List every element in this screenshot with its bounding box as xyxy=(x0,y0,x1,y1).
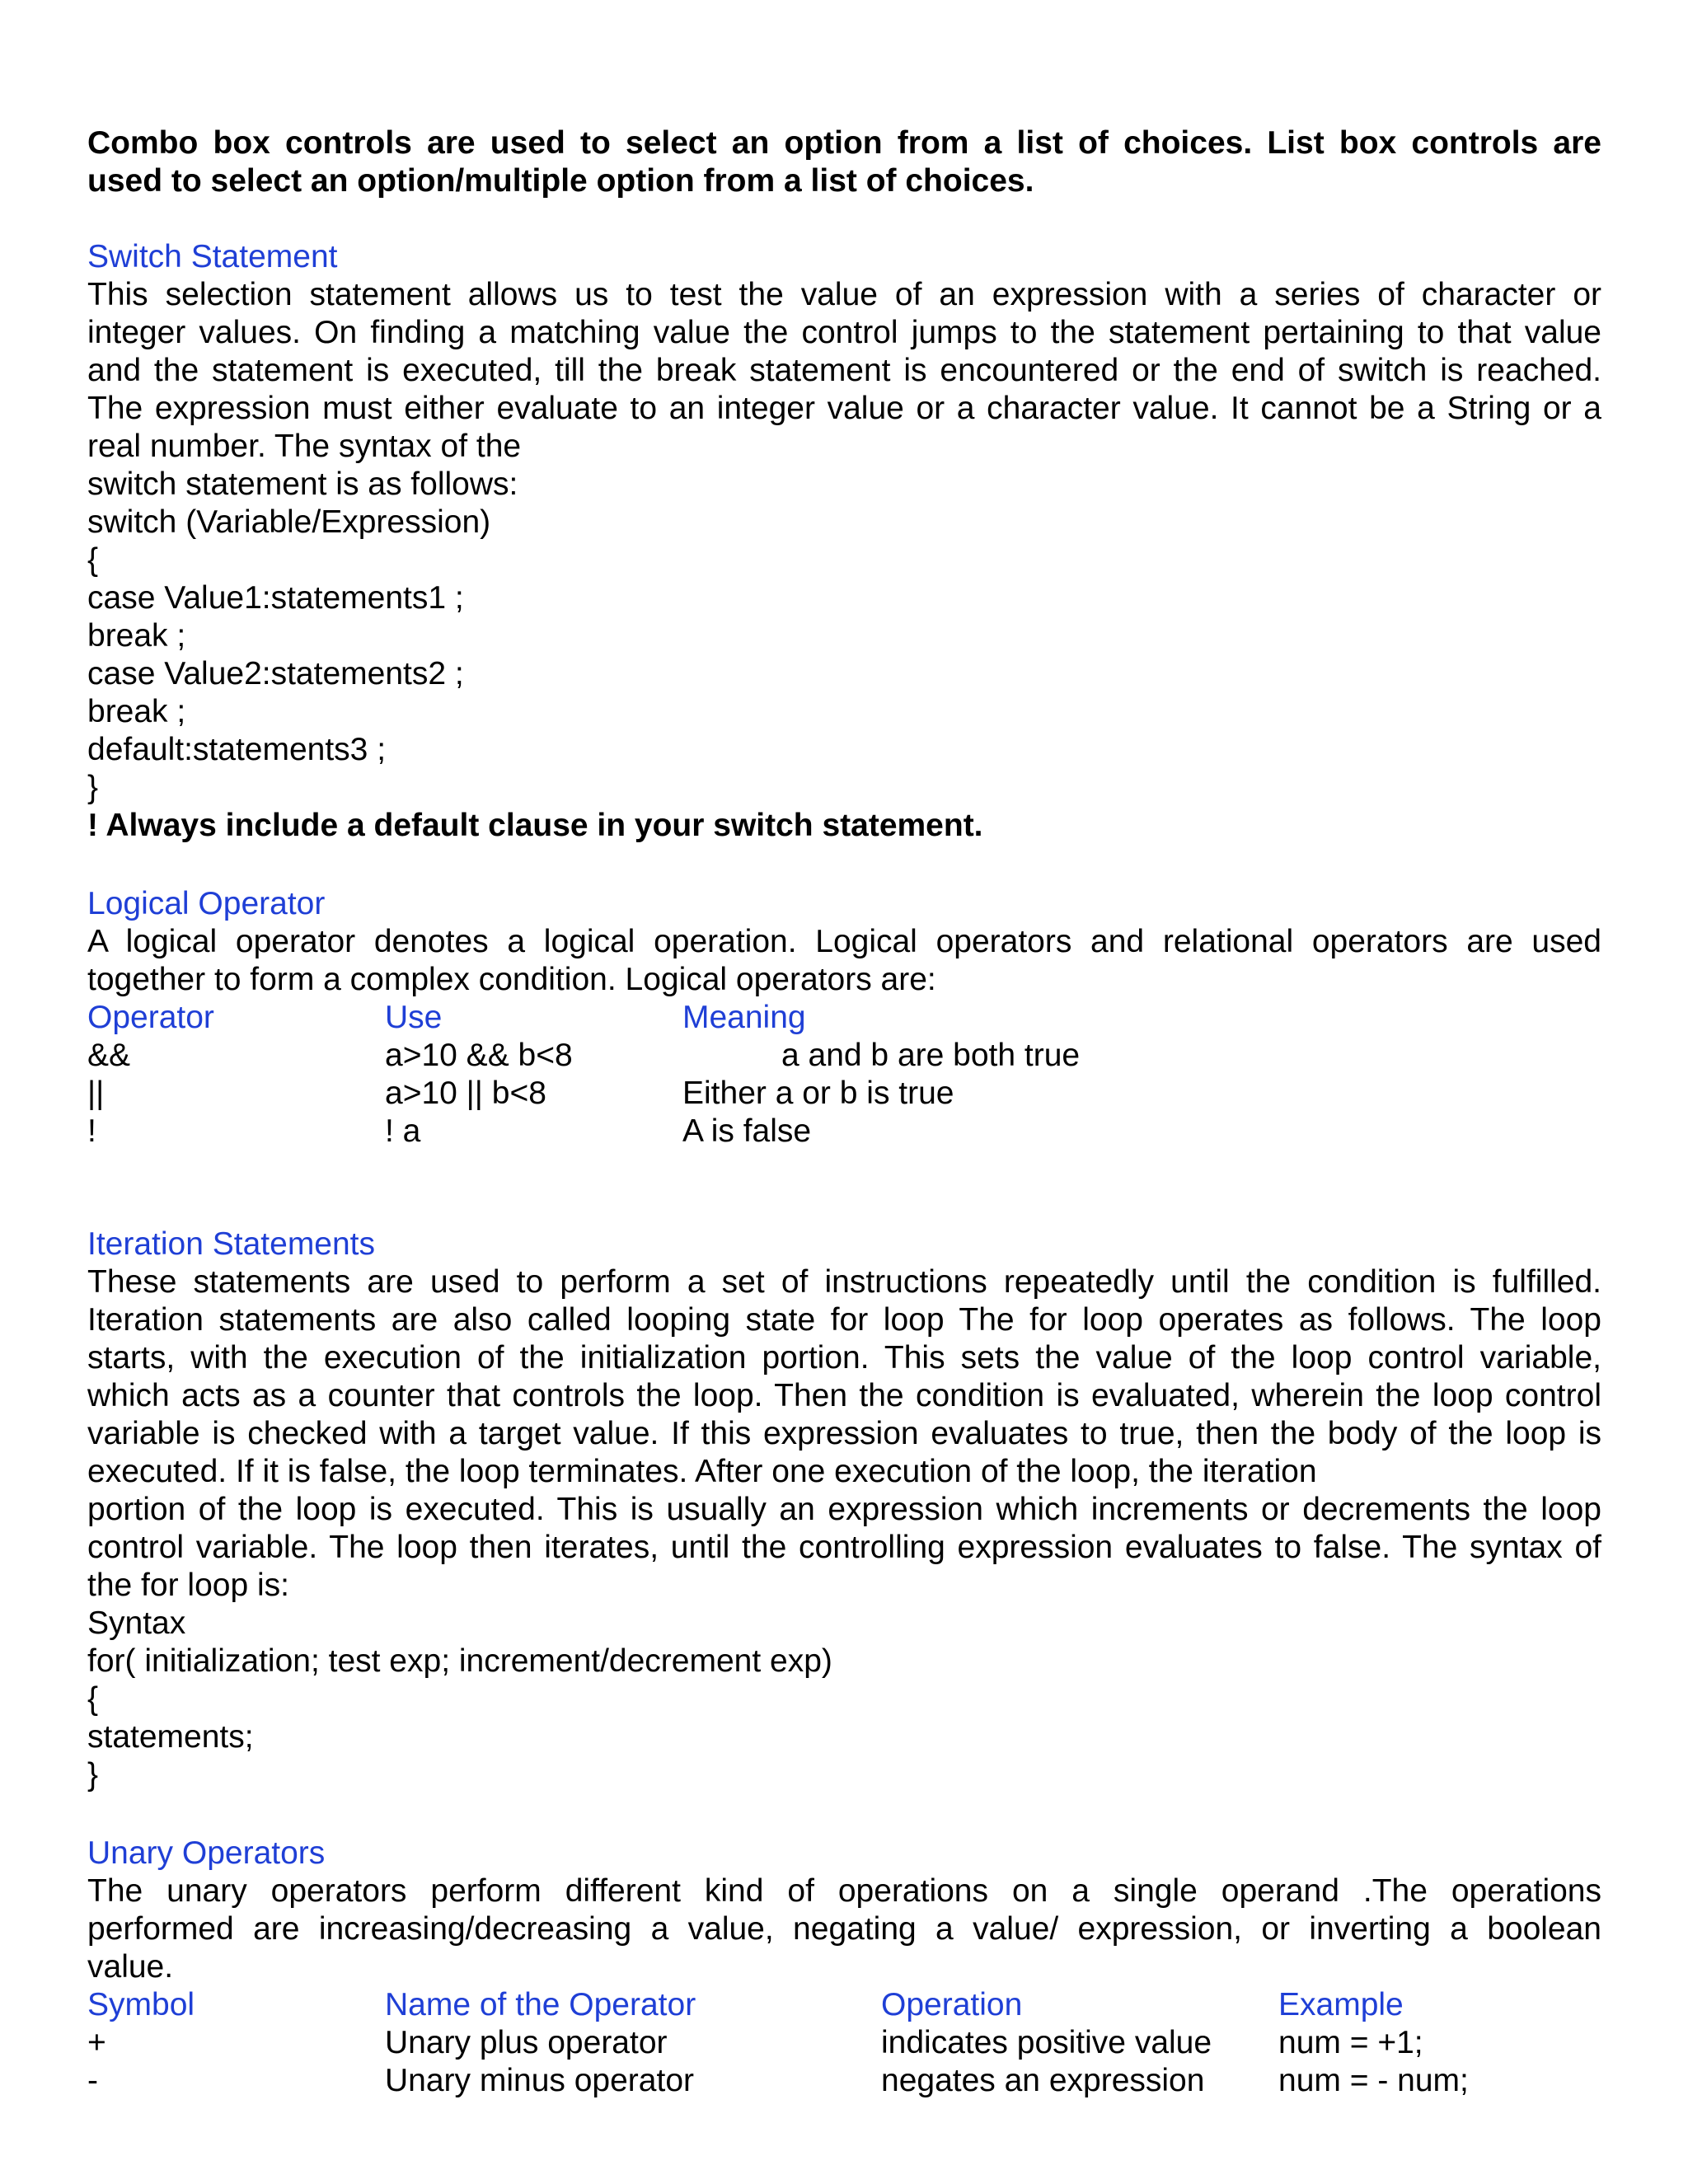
table-row xyxy=(87,1037,1601,1075)
example-cell: num = - num; xyxy=(1278,2063,1469,2098)
iteration-para-line: executed. If it is false, the loop terminates. After one execution of the loop, the iteration xyxy=(87,1454,1317,1489)
operator-cell: ! xyxy=(87,1113,96,1149)
switch-code-line: break ; xyxy=(87,618,186,654)
switch-para-line: integer values. On finding a matching value the control jumps to the statement pertaining to that value xyxy=(87,315,1601,350)
table-header-row xyxy=(87,1986,1601,2024)
iteration-para-line: which acts as a counter that controls the loop. Then the condition is evaluated, wherein the loop control xyxy=(87,1378,1601,1413)
switch-heading: Switch Statement xyxy=(87,239,338,274)
logical-para-line: together to form a complex condition. Logical operators are: xyxy=(87,962,936,997)
unary-para-line: The unary operators perform different kind of operations on a single operand .The operations xyxy=(87,1873,1601,1909)
switch-para-line: This selection statement allows us to test the value of an expression with a series of character or xyxy=(87,277,1601,312)
switch-code-line: switch (Variable/Expression) xyxy=(87,504,491,540)
iteration-code-line: } xyxy=(87,1757,99,1793)
switch-code-line: case Value1:statements1 ; xyxy=(87,580,464,616)
intro-paragraph xyxy=(87,124,1601,200)
operator-cell: && xyxy=(87,1038,131,1073)
intro-line: used to select an option/multiple option from a list of choices. xyxy=(87,163,1034,199)
column-header: Operation xyxy=(881,1987,1023,2022)
column-header: Example xyxy=(1278,1987,1404,2022)
logical-section xyxy=(87,885,1601,999)
iteration-para-line: portion of the loop is executed. This is usually an expression which increments or decrements the loop xyxy=(87,1492,1601,1527)
iteration-para-line: the for loop is: xyxy=(87,1568,289,1603)
iteration-code-line: for( initialization; test exp; increment/decrement exp) xyxy=(87,1643,832,1679)
symbol-cell: - xyxy=(87,2063,98,2098)
iteration-code-line: Syntax xyxy=(87,1605,186,1641)
switch-para-line: The expression must either evaluate to an integer value or a character value. It cannot be a String or a xyxy=(87,391,1601,426)
switch-code-line: default:statements3 ; xyxy=(87,732,387,767)
iteration-code-line: { xyxy=(87,1681,99,1717)
column-header: Symbol xyxy=(87,1987,195,2022)
iteration-para-line: control variable. The loop then iterates, until the controlling expression evaluates to false. The syntax of xyxy=(87,1530,1601,1565)
switch-code-line: break ; xyxy=(87,694,186,729)
iteration-code-line: statements; xyxy=(87,1719,254,1755)
switch-section xyxy=(87,238,1601,845)
logical-operators-table xyxy=(87,999,1601,1151)
operator-cell: || xyxy=(87,1076,105,1111)
intro-line: Combo box controls are used to select an option from a list of choices. List box controls are xyxy=(87,125,1601,161)
iteration-para-line: These statements are used to perform a set of instructions repeatedly until the condition is fulfilled. xyxy=(87,1264,1601,1300)
unary-heading: Unary Operators xyxy=(87,1835,326,1871)
use-cell: ! a xyxy=(385,1113,421,1149)
table-row xyxy=(87,1113,1601,1151)
iteration-para-line: Iteration statements are also called looping state for loop The for loop operates as follows. The loop xyxy=(87,1302,1601,1338)
unary-operators-table xyxy=(87,1986,1601,2100)
iteration-para-line: starts, with the execution of the initialization portion. This sets the value of the loop control variable, xyxy=(87,1340,1601,1376)
operation-cell: negates an expression xyxy=(881,2063,1205,2098)
operator-name-cell: Unary minus operator xyxy=(385,2063,694,2098)
iteration-heading: Iteration Statements xyxy=(87,1226,376,1262)
symbol-cell: + xyxy=(87,2025,106,2060)
column-header: Name of the Operator xyxy=(385,1987,696,2022)
switch-code-line: case Value2:statements2 ; xyxy=(87,656,464,691)
use-cell: a>10 || b<8 xyxy=(385,1076,546,1111)
meaning-cell: a and b are both true xyxy=(781,1038,1081,1073)
switch-para-line: switch statement is as follows: xyxy=(87,466,518,502)
column-header: Meaning xyxy=(682,1000,806,1035)
iteration-para-line: variable is checked with a target value. If this expression evaluates to true, then the body of the loop is xyxy=(87,1416,1601,1451)
meaning-cell: A is false xyxy=(682,1113,812,1149)
unary-para-line: value. xyxy=(87,1949,174,1985)
switch-code-line: { xyxy=(87,542,99,578)
table-row xyxy=(87,2024,1601,2062)
column-header: Operator xyxy=(87,1000,214,1035)
table-row xyxy=(87,1075,1601,1113)
example-cell: num = +1; xyxy=(1278,2025,1423,2060)
table-row xyxy=(87,2062,1601,2100)
operator-name-cell: Unary plus operator xyxy=(385,2025,668,2060)
iteration-section xyxy=(87,1226,1601,1794)
unary-section xyxy=(87,1835,1601,1986)
switch-para-line: and the statement is executed, till the break statement is encountered or the end of switch is reached. xyxy=(87,353,1601,388)
switch-note: ! Always include a default clause in your switch statement. xyxy=(87,808,983,843)
unary-para-line: performed are increasing/decreasing a value, negating a value/ expression, or inverting a boolean xyxy=(87,1911,1601,1947)
operation-cell: indicates positive value xyxy=(881,2025,1212,2060)
switch-para-line: real number. The syntax of the xyxy=(87,429,522,464)
switch-code-line: } xyxy=(87,770,99,805)
logical-para-line: A logical operator denotes a logical operation. Logical operators and relational operators are used xyxy=(87,924,1601,959)
meaning-cell: Either a or b is true xyxy=(682,1076,954,1111)
use-cell: a>10 && b<8 xyxy=(385,1038,573,1073)
column-header: Use xyxy=(385,1000,443,1035)
logical-heading: Logical Operator xyxy=(87,886,326,921)
table-header-row xyxy=(87,999,1601,1037)
